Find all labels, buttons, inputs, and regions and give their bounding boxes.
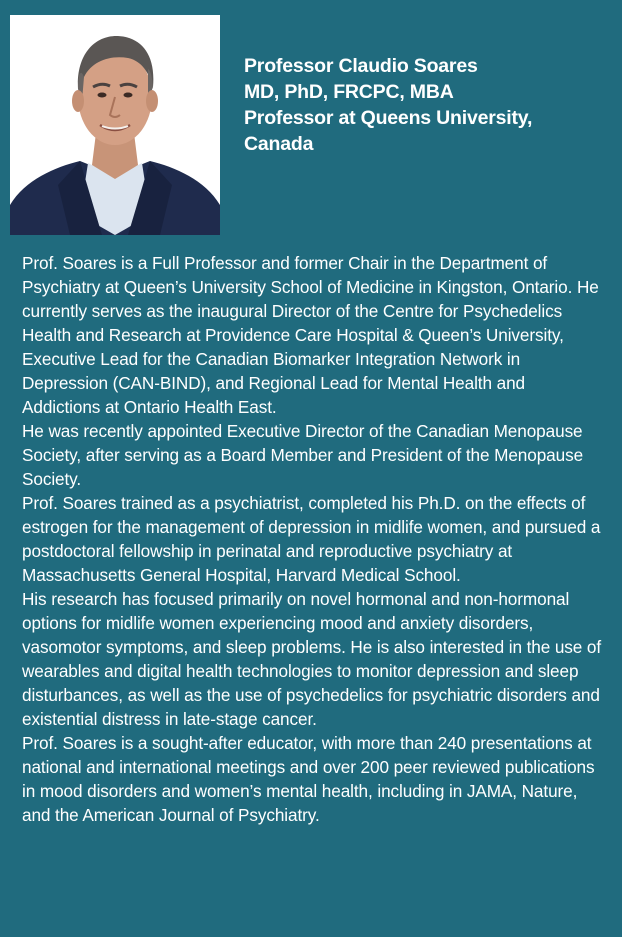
portrait-image xyxy=(10,15,220,235)
profile-credentials: MD, PhD, FRCPC, MBA xyxy=(244,81,454,103)
bio-paragraph: Prof. Soares is a sought-after educator, with more than 240 presentations at national and international meetings and over 200 peer reviewed publications in mood disorders and women’s mental health, including in JAMA, Nature, and the American Journal of Psychiatry. xyxy=(22,733,595,825)
bio-section xyxy=(22,251,606,827)
profile-name: Professor Claudio Soares xyxy=(244,55,478,77)
bio-paragraph: Prof. Soares trained as a psychiatrist, completed his Ph.D. on the effects of estrogen for the management of depression in midlife women, and pursued a postdoctoral fellowship in perinatal and reproductive psychiatry at Massachusetts General Hospital, Harvard Medical School. xyxy=(22,493,601,585)
bio-paragraph: He was recently appointed Executive Director of the Canadian Menopause Society, after serving as a Board Member and President of the Menopause Society. xyxy=(22,421,584,489)
profile-title-line1: Professor at Queens University, xyxy=(244,107,533,129)
profile-photo xyxy=(10,15,220,235)
profile-header xyxy=(244,53,604,157)
bio-paragraph: Prof. Soares is a Full Professor and former Chair in the Department of Psychiatry at Queen’s University School of Medicine in Kingston, Ontario. He currently serves as the inaugural Director of the Centre for Psychedelics Health and Research at Providence Care Hospital & Queen’s University, Executive Lead for the Canadian Biomarker Integration Network in Depression (CAN-BIND), and Regional Lead for Mental Health and Addictions at Ontario Health East. xyxy=(22,253,599,417)
profile-title-line2: Canada xyxy=(244,133,314,155)
bio-paragraph: His research has focused primarily on novel hormonal and non-hormonal options for midlife women experiencing mood and anxiety disorders, vasomotor symptoms, and sleep problems. He is also interested in the use of wearables and digital health technologies to monitor depression and sleep disturbances, as well as the use of psychedelics for psychiatric disorders and existential distress in late-stage cancer. xyxy=(22,589,602,729)
